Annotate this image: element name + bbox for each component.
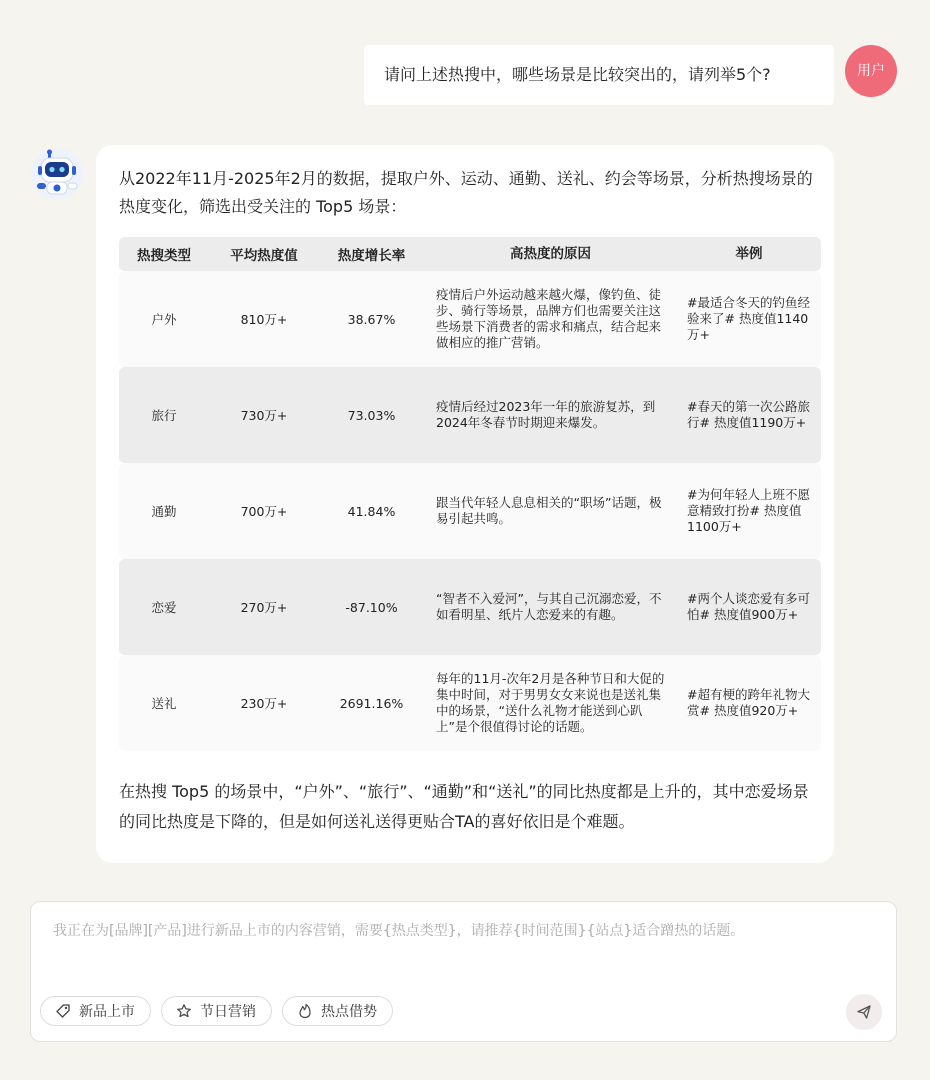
cell-growth: 2691.16% [339,695,404,711]
header-reason: 高热度的原因 [510,246,591,262]
cell-type: 户外 [151,312,177,327]
cell-example: #春天的第一次公路旅行# 热度值1190万+ [687,399,810,430]
table-row [119,367,821,463]
header-avg-heat: 平均热度值 [230,248,298,264]
cell-avg-heat: 810万+ [240,312,288,327]
cell-type: 送礼 [151,696,177,711]
user-message-row [0,44,930,106]
cell-example: #超有梗的跨年礼物大赏# 热度值920万+ [687,687,810,718]
user-question-bubble: 请问上述热搜中，哪些场景是比较突出的，请列举5个? [364,45,834,105]
top5-scenes-table [119,237,821,751]
cell-example: #最适合冬天的钓鱼经验来了# 热度值1140万+ [687,295,810,342]
cell-growth: 73.03% [347,407,396,423]
cell-example: #两个人谈恋爱有多可怕# 热度值900万+ [687,591,810,622]
trending-topic-chip[interactable] [282,996,393,1026]
cell-reason: 每年的11月-次年2月是各种节日和大促的集中时间，对于男男女女来说也是送礼集中的场景，“送什么礼物才能送到心趴上”是个很值得讨论的话题。 [436,671,665,734]
answer-intro: 从2022年11月-2025年2月的数据，提取户外、运动、通勤、送礼、约会等场景，分析热搜场景的热度变化，筛选出受关注的 Top5 场景： [119,169,813,216]
trending-topic-chip-label: 热点借势 [321,1004,377,1020]
header-growth: 热度增长率 [337,248,406,264]
cell-avg-heat: 270万+ [240,600,288,615]
cell-reason: 疫情后经过2023年一年的旅游复苏，到2024年冬春节时期迎来爆发。 [436,399,656,430]
cell-type: 通勤 [151,504,177,519]
table-row [119,559,821,655]
cell-growth: 38.67% [347,311,396,327]
cell-avg-heat: 230万+ [240,696,288,711]
cell-example: #为何年轻人上班不愿意精致打扮# 热度值1100万+ [687,487,810,534]
table-header [119,237,821,271]
prompt-input-placeholder[interactable]: 我正在为[品牌][产品]进行新品上市的内容营销，需要{热点类型}，请推荐{时间范围}{站点}适合蹭热的话题。 [53,923,745,939]
header-type: 热搜类型 [137,248,191,264]
cell-growth: 41.84% [347,503,396,519]
header-example: 举例 [735,246,763,262]
holiday-marketing-chip-label: 节日营销 [200,1004,256,1020]
chat-input-box[interactable] [30,901,897,1042]
new-launch-chip-label: 新品上市 [79,1004,135,1020]
flame-icon [297,1003,313,1019]
cell-avg-heat: 730万+ [240,408,288,423]
assistant-answer-card [96,145,834,863]
star-icon [176,1003,192,1019]
new-launch-chip[interactable] [40,996,151,1026]
cell-type: 旅行 [151,408,177,423]
table-row [119,655,821,751]
cell-reason: 跟当代年轻人息息相关的“职场”话题，极易引起共鸣。 [436,495,662,526]
robot-icon [30,147,84,201]
cell-reason: “智者不入爱河”，与其自己沉溺恋爱，不如看明星、纸片人恋爱来的有趣。 [436,591,662,622]
cell-type: 恋爱 [151,600,177,615]
answer-conclusion: 在热搜 Top5 的场景中，“户外”、“旅行”、“通勤”和“送礼”的同比热度都是上升的，其中恋爱场景的同比热度是下降的，但是如何送礼送得更贴合TA的喜好依旧是个难题。 [119,782,809,831]
cell-avg-heat: 700万+ [240,504,288,519]
user-avatar: 用户 [845,45,897,97]
table-row [119,271,821,367]
send-icon [856,1004,872,1020]
cell-reason: 疫情后户外运动越来越火爆，像钓鱼、徒步、骑行等场景，品牌方们也需要关注这些场景下消费者的需求和痛点，结合起来做相应的推广营销。 [436,287,662,350]
table-row [119,463,821,559]
cell-growth: -87.10% [345,599,398,615]
holiday-marketing-chip[interactable] [161,996,272,1026]
tag-icon [55,1003,71,1019]
send-button[interactable] [846,994,882,1030]
